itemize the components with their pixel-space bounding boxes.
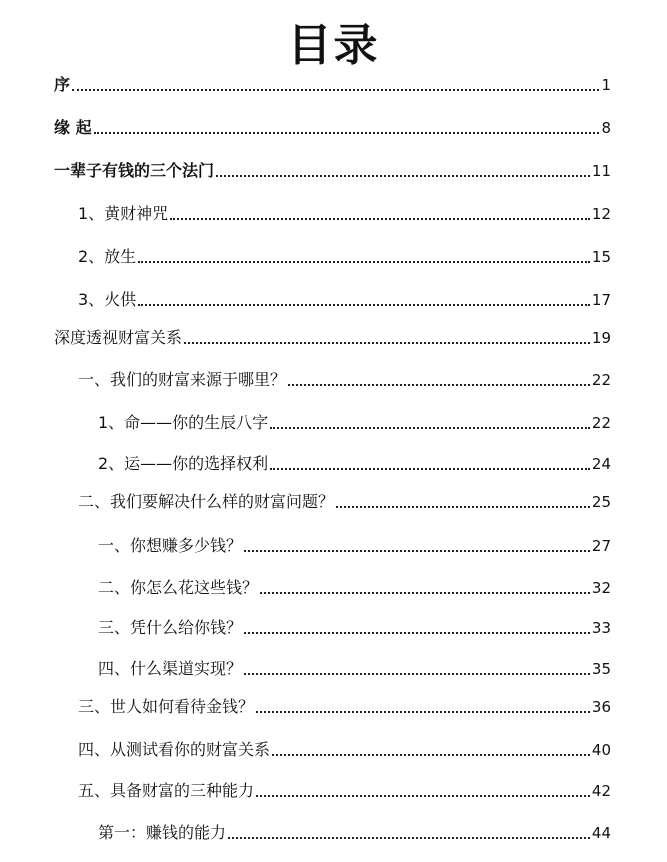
toc-entry[interactable] [98, 818, 611, 844]
dot-leader [260, 592, 590, 594]
toc-entry-label: 二、我们要解决什么样的财富问题？ [78, 492, 335, 511]
dot-leader [272, 754, 590, 756]
toc-entry-page: 44 [591, 824, 611, 842]
dot-leader [256, 795, 590, 797]
toc-entry-page: 42 [591, 782, 611, 800]
toc-entry-page: 35 [591, 660, 611, 678]
dot-leader [256, 711, 590, 713]
toc-entry-label: 1、黄财神咒 [78, 204, 169, 223]
toc-entry-label: 1、命——你的生辰八字 [98, 413, 269, 432]
dot-leader [244, 673, 590, 675]
dot-leader [72, 89, 599, 91]
toc-entry-page: 25 [591, 493, 611, 511]
toc-entry[interactable] [98, 573, 611, 599]
toc-entry-label: 缘 起 [54, 118, 92, 137]
toc-entry-label: 一、我们的财富来源于哪里？ [78, 370, 287, 389]
toc-entry-chapter-wealth[interactable] [54, 323, 611, 349]
toc-entry[interactable] [98, 408, 611, 434]
toc-entry-page: 15 [591, 248, 611, 266]
toc-entry-page: 22 [591, 414, 611, 432]
toc-entry-label: 一辈子有钱的三个法门 [54, 161, 215, 180]
toc-entry-page: 33 [591, 619, 611, 637]
dot-leader [244, 632, 590, 634]
dot-leader [288, 384, 590, 386]
toc-entry-page: 24 [591, 455, 611, 473]
toc-entry[interactable] [78, 692, 611, 718]
toc-entry-label: 一、你想赚多少钱？ [98, 536, 243, 555]
toc-entry-origin[interactable] [54, 113, 611, 139]
toc-entry[interactable] [78, 776, 611, 802]
toc-entry[interactable] [78, 735, 611, 761]
toc-entry-label: 五、具备财富的三种能力 [78, 781, 255, 800]
toc-entry-page: 19 [591, 329, 611, 347]
toc-entry-label: 序 [54, 75, 71, 94]
toc-entry-label: 三、世人如何看待金钱？ [78, 697, 255, 716]
page-title: 目录 [287, 20, 380, 71]
toc-entry-page: 40 [591, 741, 611, 759]
toc-entry-label: 第一：赚钱的能力 [98, 823, 227, 842]
toc-entry-label: 3、火供 [78, 290, 137, 309]
toc-entry-label: 四、从测试看你的财富关系 [78, 740, 271, 759]
toc-entry-label: 三、凭什么给你钱？ [98, 618, 243, 637]
toc-entry-page: 32 [591, 579, 611, 597]
toc-entry[interactable] [98, 449, 611, 475]
toc-entry-page: 22 [591, 371, 611, 389]
dot-leader [270, 468, 590, 470]
dot-leader [138, 261, 590, 263]
toc-entry[interactable] [78, 242, 611, 268]
toc-entry-preface[interactable] [54, 70, 611, 96]
toc-entry-page: 12 [591, 205, 611, 223]
toc-entry-page: 17 [591, 291, 611, 309]
dot-leader [244, 550, 590, 552]
dot-leader [228, 837, 590, 839]
dot-leader [170, 218, 590, 220]
dot-leader [184, 342, 590, 344]
toc-entry[interactable] [98, 613, 611, 639]
dot-leader [336, 506, 590, 508]
toc-entry[interactable] [98, 531, 611, 557]
toc-entry[interactable] [78, 199, 611, 225]
toc-entry[interactable] [78, 487, 611, 513]
dot-leader [270, 427, 590, 429]
toc-entry-page: 27 [591, 537, 611, 555]
toc-entry-page: 1 [601, 76, 611, 94]
toc-entry-label: 深度透视财富关系 [54, 328, 183, 347]
dot-leader [94, 132, 600, 134]
toc-entry-label: 2、放生 [78, 247, 137, 266]
toc-entry-label: 二、你怎么花这些钱？ [98, 578, 259, 597]
toc-entry-label: 四、什么渠道实现？ [98, 659, 243, 678]
toc-entry-chapter-three-methods[interactable] [54, 156, 611, 182]
dot-leader [138, 304, 590, 306]
toc-entry-page: 8 [601, 119, 611, 137]
toc-entry-page: 11 [591, 162, 611, 180]
toc-entry-page: 36 [591, 698, 611, 716]
toc-entry-label: 2、运——你的选择权利 [98, 454, 269, 473]
toc-entry[interactable] [78, 365, 611, 391]
toc-entry[interactable] [98, 654, 611, 680]
toc-entry[interactable] [78, 285, 611, 311]
dot-leader [216, 175, 590, 177]
